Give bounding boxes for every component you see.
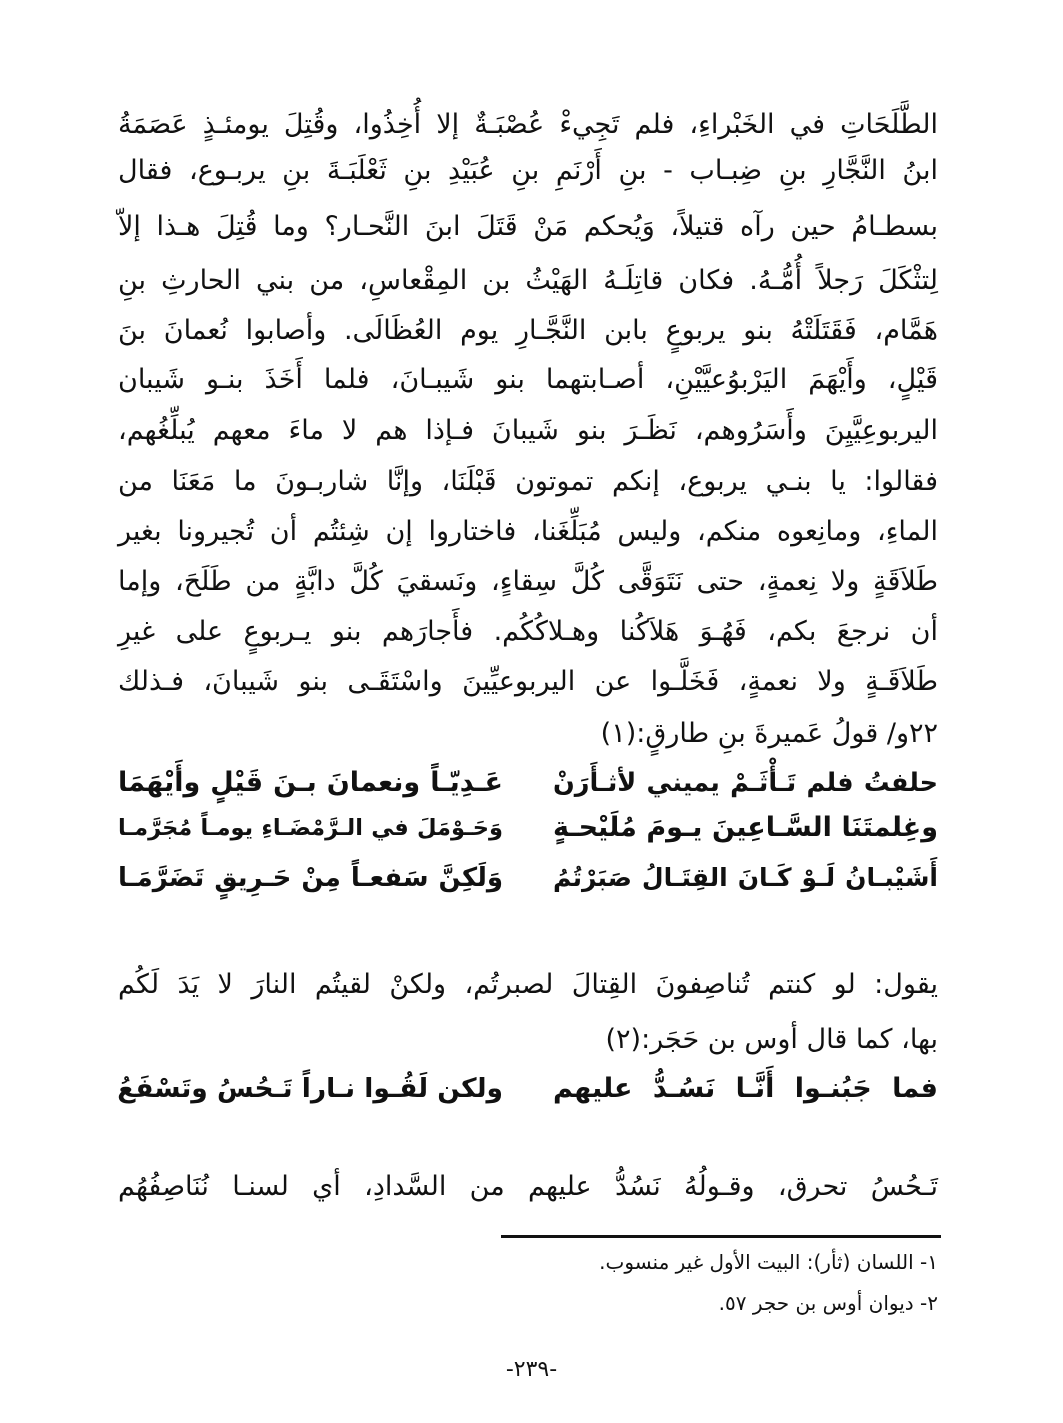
footnote-2: ٢- ديوان أوس بن حجر ٥٧. [718, 1291, 938, 1315]
verse-line [118, 855, 938, 901]
verse-first-hemistich: أَشَيْبـانُ لَـوْ كَـانَ القِتَـالُ صَبَرْتُمُ [553, 863, 938, 892]
verse-first-hemistich: حلفتُ فلم تَـأْثَـمْ يميني لأثـأَرَنْ [553, 768, 938, 798]
footnote-1: ١- اللسان (ثأر): البيت الأول غير منسوب. [599, 1250, 938, 1274]
verse-line [118, 1066, 938, 1112]
verse-second-hemistich: وَلَكِنَّ سَفعـاً مِنْ حَـرِيقٍ تَضَرَّمَـا [118, 863, 503, 893]
text-line: فقالوا: يا بنـي يربوع، إنكم تموتون قَبْلَنَا، وإنَّا شاربـونَ ما مَعَنَا من [118, 466, 938, 497]
verse-second-hemistich: وَحَـوْمَلَ في الـرَّمْضَـاءِ يومـاً مُجَرَّمـا [118, 815, 503, 841]
verse-first-hemistich: فما جَبُنـوا أَنَّـا نَسُـدُّ عليهم [553, 1073, 938, 1104]
text-line: طَلاَقَةٍ ولا نِعمةٍ، حتى نَتَوَقَّى كُلَّ سِقاءٍ، ونَسقيَ كُلَّ دابَّةٍ من طَلَحَ، وإما [118, 566, 938, 597]
text-line: ٢٢و/ قولُ عَميرةَ بنِ طارقٍ:(١) [600, 718, 938, 749]
verse-line [118, 760, 938, 806]
text-line: بسطـامُ حين رآه قتيلاً، وَيُحكم مَنْ قَتَلَ ابنَ النَّحـار؟ وما قُتِلَ هـذا إلاّ [118, 211, 938, 242]
text-line: يقول: لو كنتم تُناصِفونَ القِتالَ لصبرتُم، ولكنْ لقيتُم النارَ لا يَدَ لَكُم [118, 969, 938, 1000]
text-line: تَـحُسُ تحرق، وقـولُهُ نَسُدُّ عليهم من السَّدادِ، أي لسنـا نُنَاصِفُهُم [118, 1171, 938, 1202]
text-line: ابنُ النَّجَّارِ بنِ ضِبـاب - بنِ أَرْنَمِ بنِ عُبَيْدِ بنِ ثَعْلَبَـةَ بنِ يربـوع، فقال [118, 155, 938, 186]
page-number: -٢٣٩- [505, 1357, 558, 1382]
verse-first-hemistich: وغِلمتَنَا السَّـاعِينَ يـومَ مُلَيْحـةٍ [553, 812, 938, 843]
text-line: اليربوعِيَّيِنَ وأَسَرُوهم، نَظَـرَ بنو شَيبانَ فـإذا هم لا ماءَ معهم يُبلِّغُهم، [118, 415, 938, 446]
text-line: هَمَّام، فَقَتَلَتْهُ بنو يربوعٍ بابن النَّجَّـارِ يوم العُظَالَى. وأصابوا نُعمانَ بنَ [118, 315, 938, 346]
text-line: بها، كما قال أوس بن حَجَر:(٢) [605, 1024, 938, 1055]
text-line: أن نرجعَ بكم، فَهُـوَ هَلاَكُنا وهـلاكُكُم. فأَجارَهم بنو يـربوعٍ على غيرِ [118, 616, 938, 647]
text-line: قَيْلٍ، وأَيْهَمَ اليَرْبوُعيَّيْنِ، أصـابتهما بنو شَيبـانَ، فلما أَخَذَ بنـو شَيبان [118, 364, 938, 395]
verse-second-hemistich: عَـدِيّـاً ونعمانَ بـنَ قَيْلٍ وأَيْهَمَا [118, 767, 503, 798]
footnote-divider [501, 1235, 941, 1238]
text-line: طَلاَقَـةٍ ولا نعمةٍ، فَخَلَّـوا عن اليربوعيِّينَ واسْتَقَـى بنو شَيبانَ، فـذلك [118, 666, 938, 697]
text-line: الماءِ، ومانِعوه منكم، وليس مُبَلِّغَنا، فاختاروا إن شِئتُم أن تُجيرونا بغير [118, 516, 938, 547]
verse-line [118, 805, 938, 851]
text-line: الطَّلَحَاتِ في الخَبْراءِ، فلم تَجِيءْ عُصْبَـةٌ إلا أُخِذُوا، وقُتِلَ يومئـذٍ عَصَمَةُ [118, 109, 938, 140]
text-line: لِتثْكَلَ رَجلاً أُمُّـهُ. فكان قاتِلَـهُ الهَيْثُ بن المِقْعاسِ، من بني الحارثِ بنِ [118, 265, 938, 296]
verse-second-hemistich: ولكن لَقُـوا نـاراً تَـحُسُ وتَسْفَعُ [117, 1073, 503, 1104]
